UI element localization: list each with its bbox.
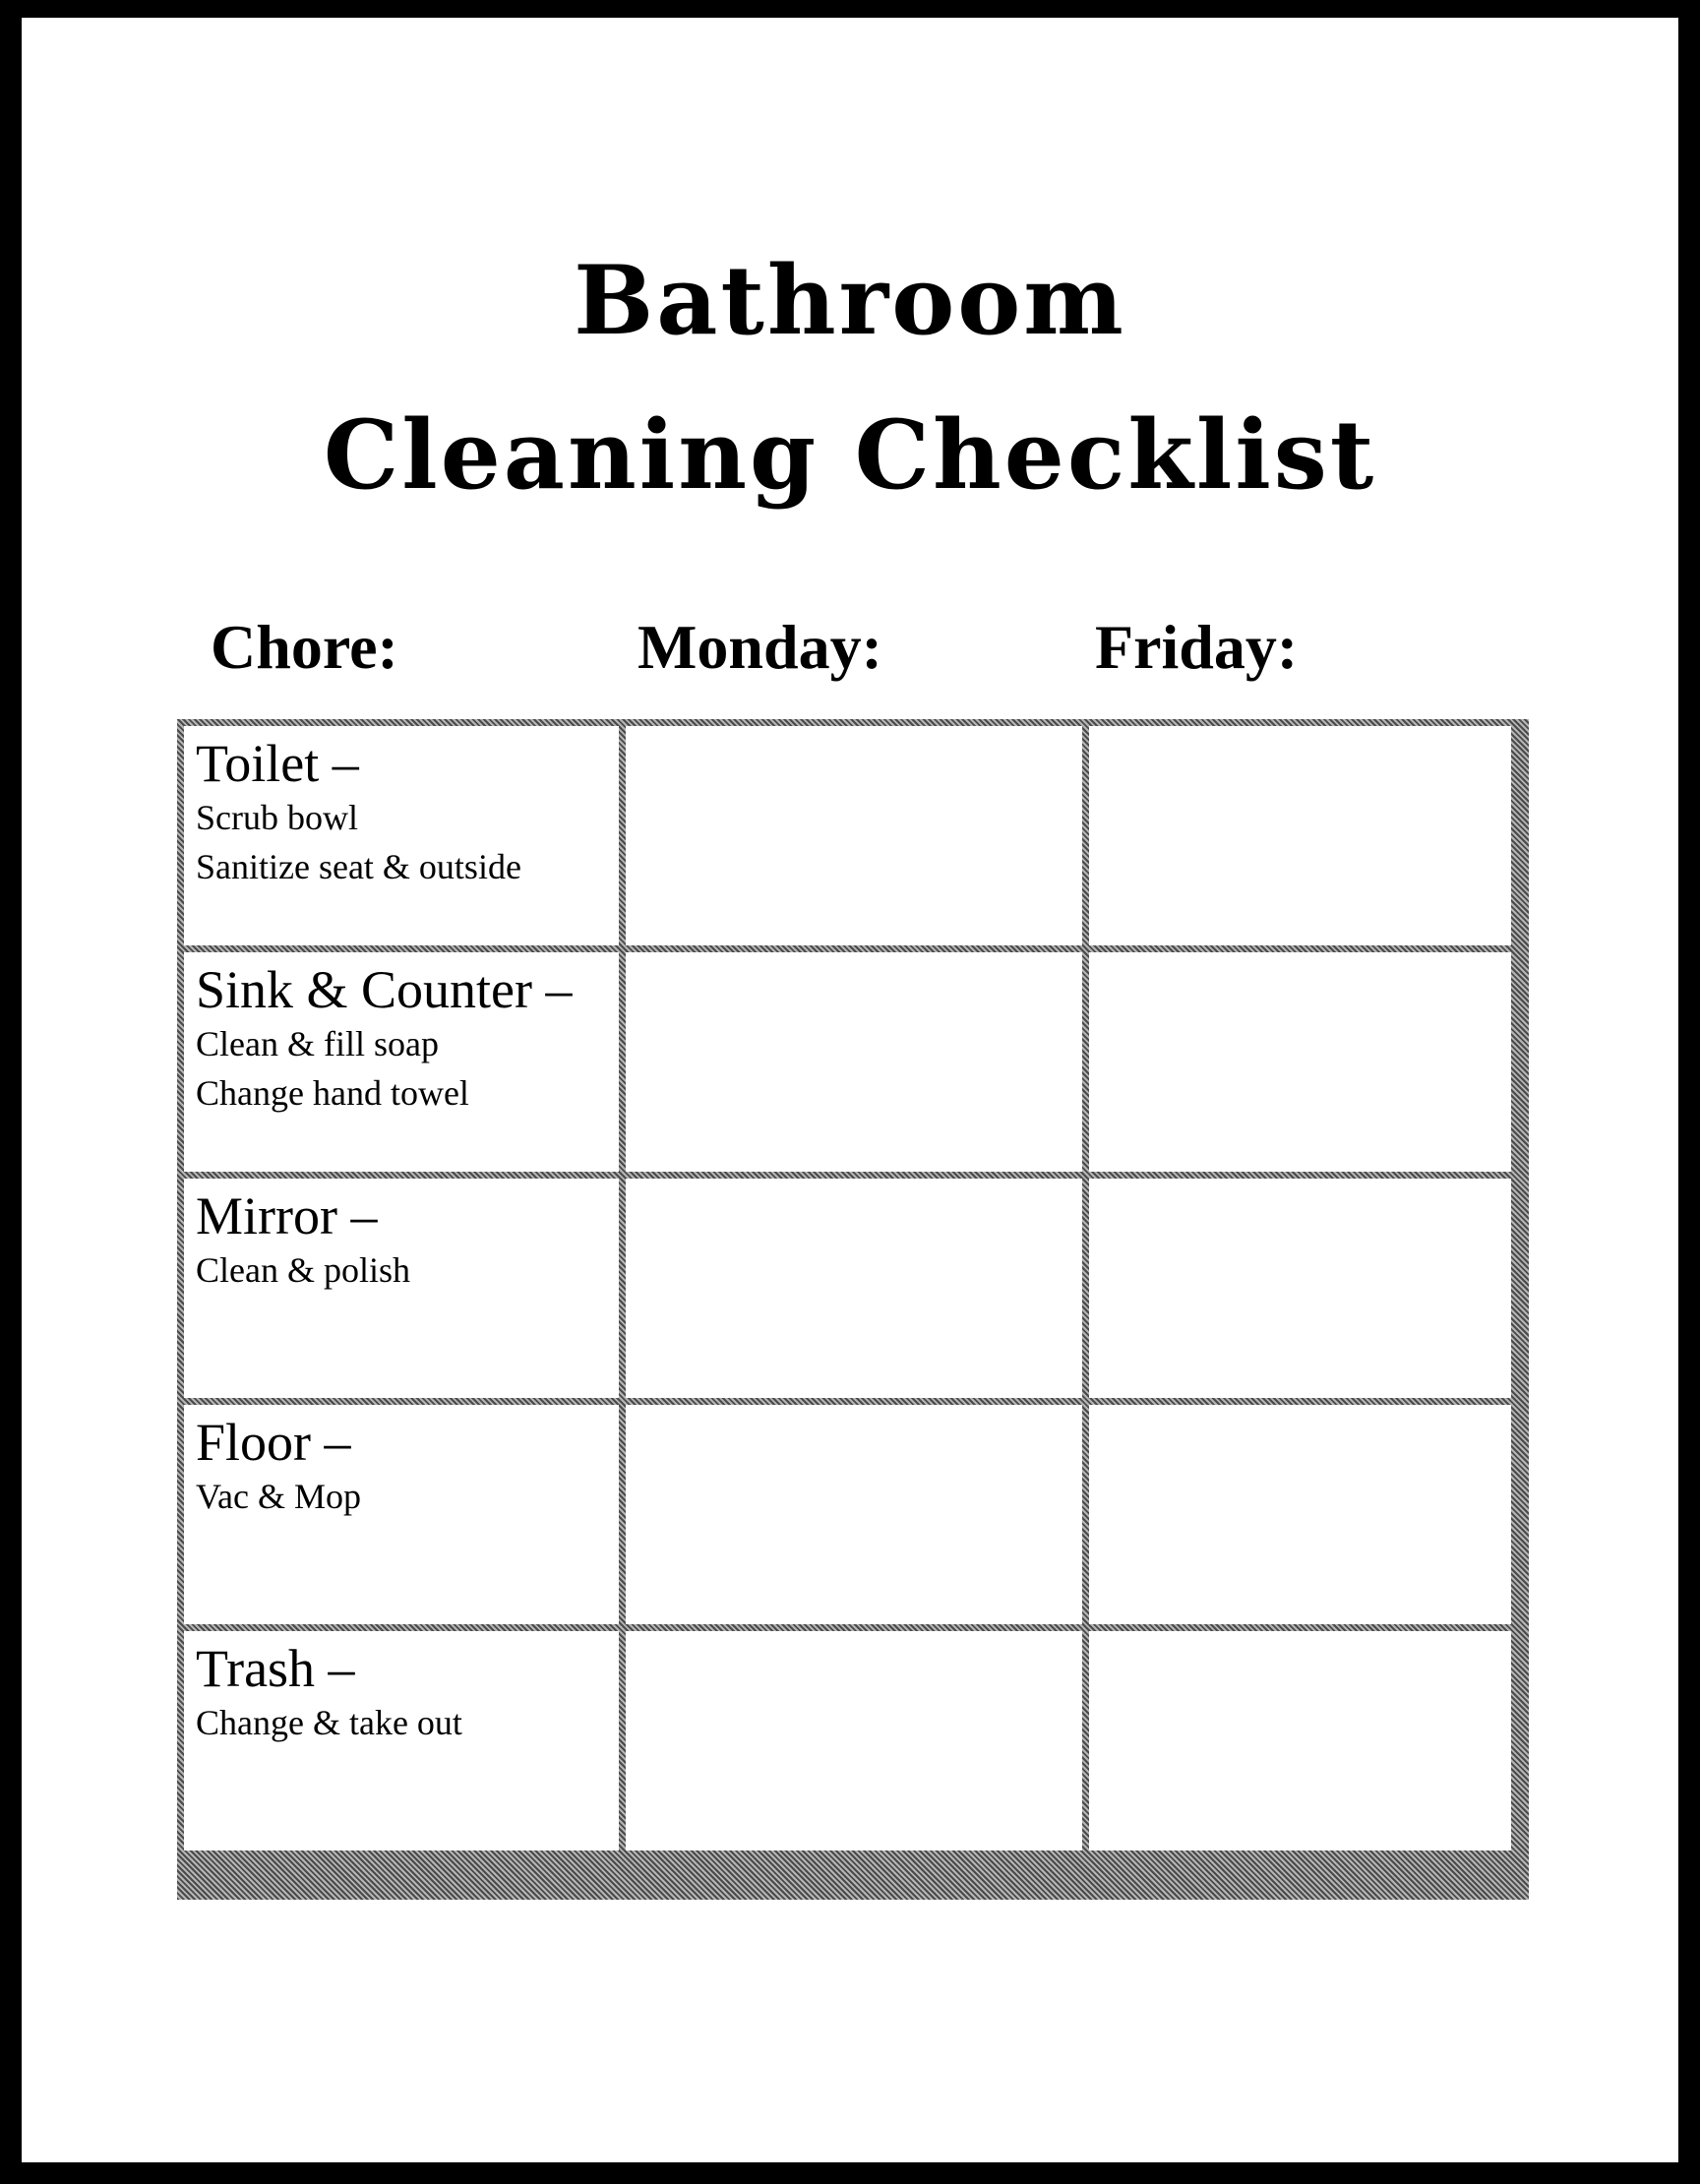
page-title-line2: Cleaning Checklist	[323, 399, 1377, 511]
chore-cell	[184, 1405, 619, 1624]
column-header-chore: Chore:	[211, 612, 398, 682]
friday-check-cell[interactable]	[1089, 1405, 1511, 1624]
monday-check-cell[interactable]	[626, 726, 1082, 945]
chore-cell	[184, 1631, 619, 1850]
chore-cell	[184, 1179, 619, 1398]
chore-task: Sanitize seat & outside	[196, 847, 521, 886]
checklist-grid	[177, 719, 1529, 1900]
monday-check-cell[interactable]	[626, 952, 1082, 1172]
friday-check-cell[interactable]	[1089, 952, 1511, 1172]
column-header-friday: Friday:	[1095, 612, 1299, 682]
chore-cell	[184, 726, 619, 945]
chore-name: Mirror –	[196, 1186, 378, 1245]
chore-cell	[184, 952, 619, 1172]
monday-check-cell[interactable]	[626, 1405, 1082, 1624]
page-title-line1: Bathroom	[574, 245, 1126, 356]
monday-check-cell[interactable]	[626, 1179, 1082, 1398]
friday-check-cell[interactable]	[1089, 1631, 1511, 1850]
chore-task: Scrub bowl	[196, 798, 358, 837]
monday-check-cell[interactable]	[626, 1631, 1082, 1850]
checklist-page	[22, 18, 1678, 2162]
friday-check-cell[interactable]	[1089, 726, 1511, 945]
chore-name: Toilet –	[196, 734, 359, 793]
chore-name: Sink & Counter –	[196, 960, 573, 1019]
chore-task: Change hand towel	[196, 1073, 469, 1113]
chore-name: Trash –	[196, 1639, 355, 1698]
chore-task: Clean & polish	[196, 1250, 410, 1290]
column-header-monday: Monday:	[638, 612, 882, 682]
chore-task: Clean & fill soap	[196, 1024, 439, 1063]
chore-task: Change & take out	[196, 1703, 462, 1742]
chore-task: Vac & Mop	[196, 1477, 361, 1516]
chore-name: Floor –	[196, 1413, 351, 1472]
friday-check-cell[interactable]	[1089, 1179, 1511, 1398]
